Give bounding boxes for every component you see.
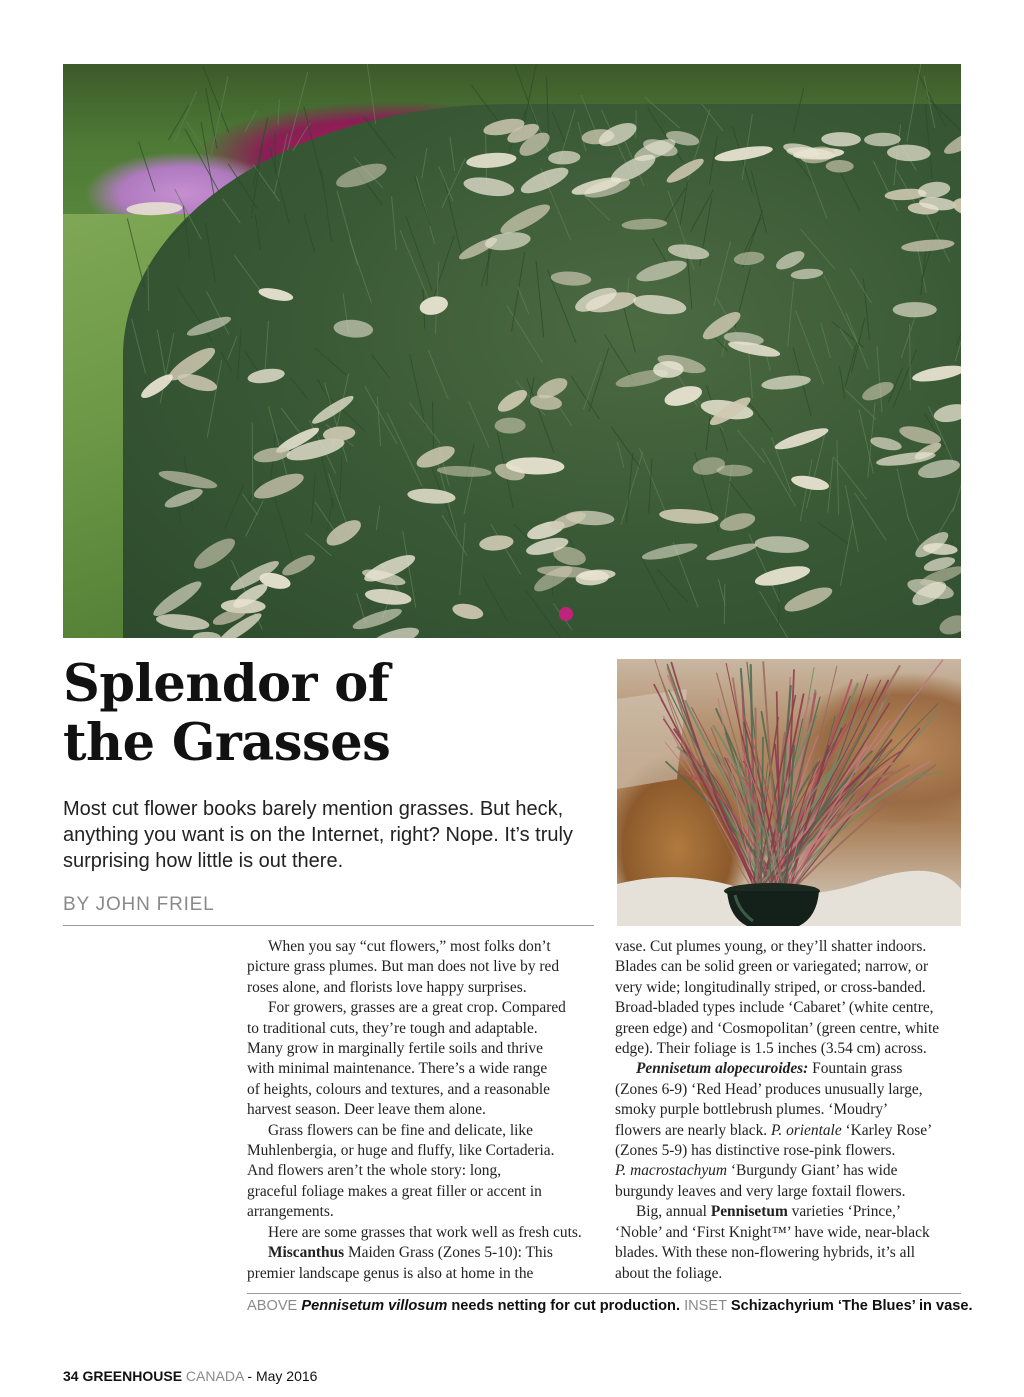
headline-line-2: the Grasses: [63, 713, 391, 773]
caption-label-inset: INSET: [680, 1298, 731, 1314]
text-line: with minimal maintenance. There’s a wide range: [247, 1060, 548, 1078]
magazine-name: GREENHOUSE: [78, 1368, 183, 1384]
text-run: Fountain grass: [808, 1060, 903, 1078]
text-line: (Zones 5-9) has distinctive rose-pink flowers.: [615, 1142, 896, 1160]
text-line: green edge) and ‘Cosmopolitan’ (green centre, white: [615, 1019, 940, 1037]
caption-species: Pennisetum villosum: [301, 1298, 448, 1314]
vase-with-grass: [617, 659, 961, 926]
byline-divider: [63, 925, 594, 926]
text-line: ‘Noble’ and ‘First Knight™’ have wide, near-black: [615, 1223, 930, 1241]
body-column-left: [247, 937, 595, 1284]
text-line: about the foliage.: [615, 1264, 723, 1282]
text-line: (Zones 6-9) ‘Red Head’ produces unusually large,: [615, 1080, 923, 1098]
text-line: arrangements.: [247, 1203, 334, 1221]
inset-photo: [617, 659, 961, 926]
text-line: [615, 1121, 963, 1141]
body-column-right: [615, 937, 963, 1284]
text-line: And flowers aren’t the whole story: long,: [247, 1162, 502, 1180]
text-line: vase. Cut plumes young, or they’ll shatter indoors.: [615, 938, 927, 955]
text-line: premier landscape genus is also at home in the: [247, 1264, 534, 1282]
paragraph: [247, 1121, 595, 1223]
text-run: ‘Burgundy Giant’ has wide: [727, 1162, 898, 1180]
text-line: For growers, grasses are a great crop. Compared: [268, 999, 566, 1017]
species-name: P. macrostachyum: [615, 1162, 727, 1180]
text-line: blades. With these non-flowering hybrids, it’s all: [615, 1244, 916, 1262]
genus-name: Pennisetum: [710, 1203, 788, 1221]
byline: BY JOHN FRIEL: [63, 894, 215, 915]
text-line: Grass flowers can be fine and delicate, like: [268, 1121, 533, 1139]
page-number: 34: [63, 1368, 79, 1384]
text-line: roses alone, and florists love happy surprises.: [247, 978, 527, 996]
text-line: Muhlenbergia, or huge and fluffy, like Cortaderia.: [247, 1142, 555, 1160]
text-line: graceful foliage makes a great filler or accent in: [247, 1182, 542, 1200]
paragraph: [615, 1202, 963, 1284]
issue-date: - May 2016: [243, 1368, 318, 1384]
text-line: of heights, colours and textures, and a reasonable: [247, 1080, 551, 1098]
text-run: Maiden Grass (Zones 5-10): This: [344, 1244, 553, 1262]
paragraph: [247, 1223, 595, 1243]
text-line: [247, 1243, 595, 1263]
text-run: Big, annual: [636, 1203, 711, 1221]
text-line: burgundy leaves and very large foxtail flowers.: [615, 1182, 906, 1200]
text-line: When you say “cut flowers,” most folks don’t: [268, 938, 551, 955]
grass-plumes: [63, 64, 961, 638]
photo-caption: [247, 1296, 973, 1316]
paragraph: [247, 998, 595, 1120]
text-run: varieties ‘Prince,’: [787, 1203, 902, 1221]
text-run: flowers are nearly black.: [615, 1121, 771, 1139]
caption-text-inset: Schizachyrium ‘The Blues’ in vase.: [730, 1298, 973, 1314]
page-footer: [63, 1368, 317, 1384]
hero-photo: [63, 64, 961, 638]
text-line: harvest season. Deer leave them alone.: [247, 1101, 486, 1119]
text-line: to traditional cuts, they’re tough and adaptable.: [247, 1019, 538, 1037]
paragraph: [247, 937, 595, 998]
caption-text-above: needs netting for cut production.: [447, 1298, 681, 1314]
magazine-name-light: CANADA: [182, 1368, 244, 1384]
text-line: [615, 1059, 963, 1079]
text-line: picture grass plumes. But man does not live by red: [247, 958, 560, 976]
article-deck: Most cut flower books barely mention grasses. But heck, anything you want is on the Internet, right? Nope. It’s truly surprising how little is out there.: [63, 798, 573, 872]
caption-label-above: ABOVE: [247, 1298, 302, 1314]
text-line: Here are some grasses that work well as fresh cuts.: [268, 1223, 582, 1241]
paragraph: [615, 1059, 963, 1202]
text-line: Blades can be solid green or variegated; narrow, or: [615, 958, 929, 976]
text-line: edge). Their foliage is 1.5 inches (3.54 cm) across.: [615, 1040, 927, 1058]
text-line: Many grow in marginally fertile soils and thrive: [247, 1040, 543, 1058]
text-line: very wide; longitudinally striped, or cross-banded.: [615, 978, 926, 996]
genus-name: Miscanthus: [268, 1244, 345, 1262]
text-run: ‘Karley Rose’: [841, 1121, 933, 1139]
text-line: [615, 1161, 963, 1181]
article-headline: [63, 655, 583, 773]
text-line: Broad-bladed types include ‘Cabaret’ (white centre,: [615, 999, 934, 1017]
text-line: [615, 1202, 963, 1222]
species-name: Pennisetum alopecuroides:: [636, 1060, 809, 1078]
caption-divider: [247, 1293, 961, 1294]
species-name: P. orientale: [770, 1121, 842, 1139]
paragraph: [615, 937, 963, 1059]
text-line: smoky purple bottlebrush plumes. ‘Moudry’: [615, 1101, 889, 1119]
paragraph: [247, 1243, 595, 1284]
headline-line-1: Splendor of: [63, 654, 390, 714]
